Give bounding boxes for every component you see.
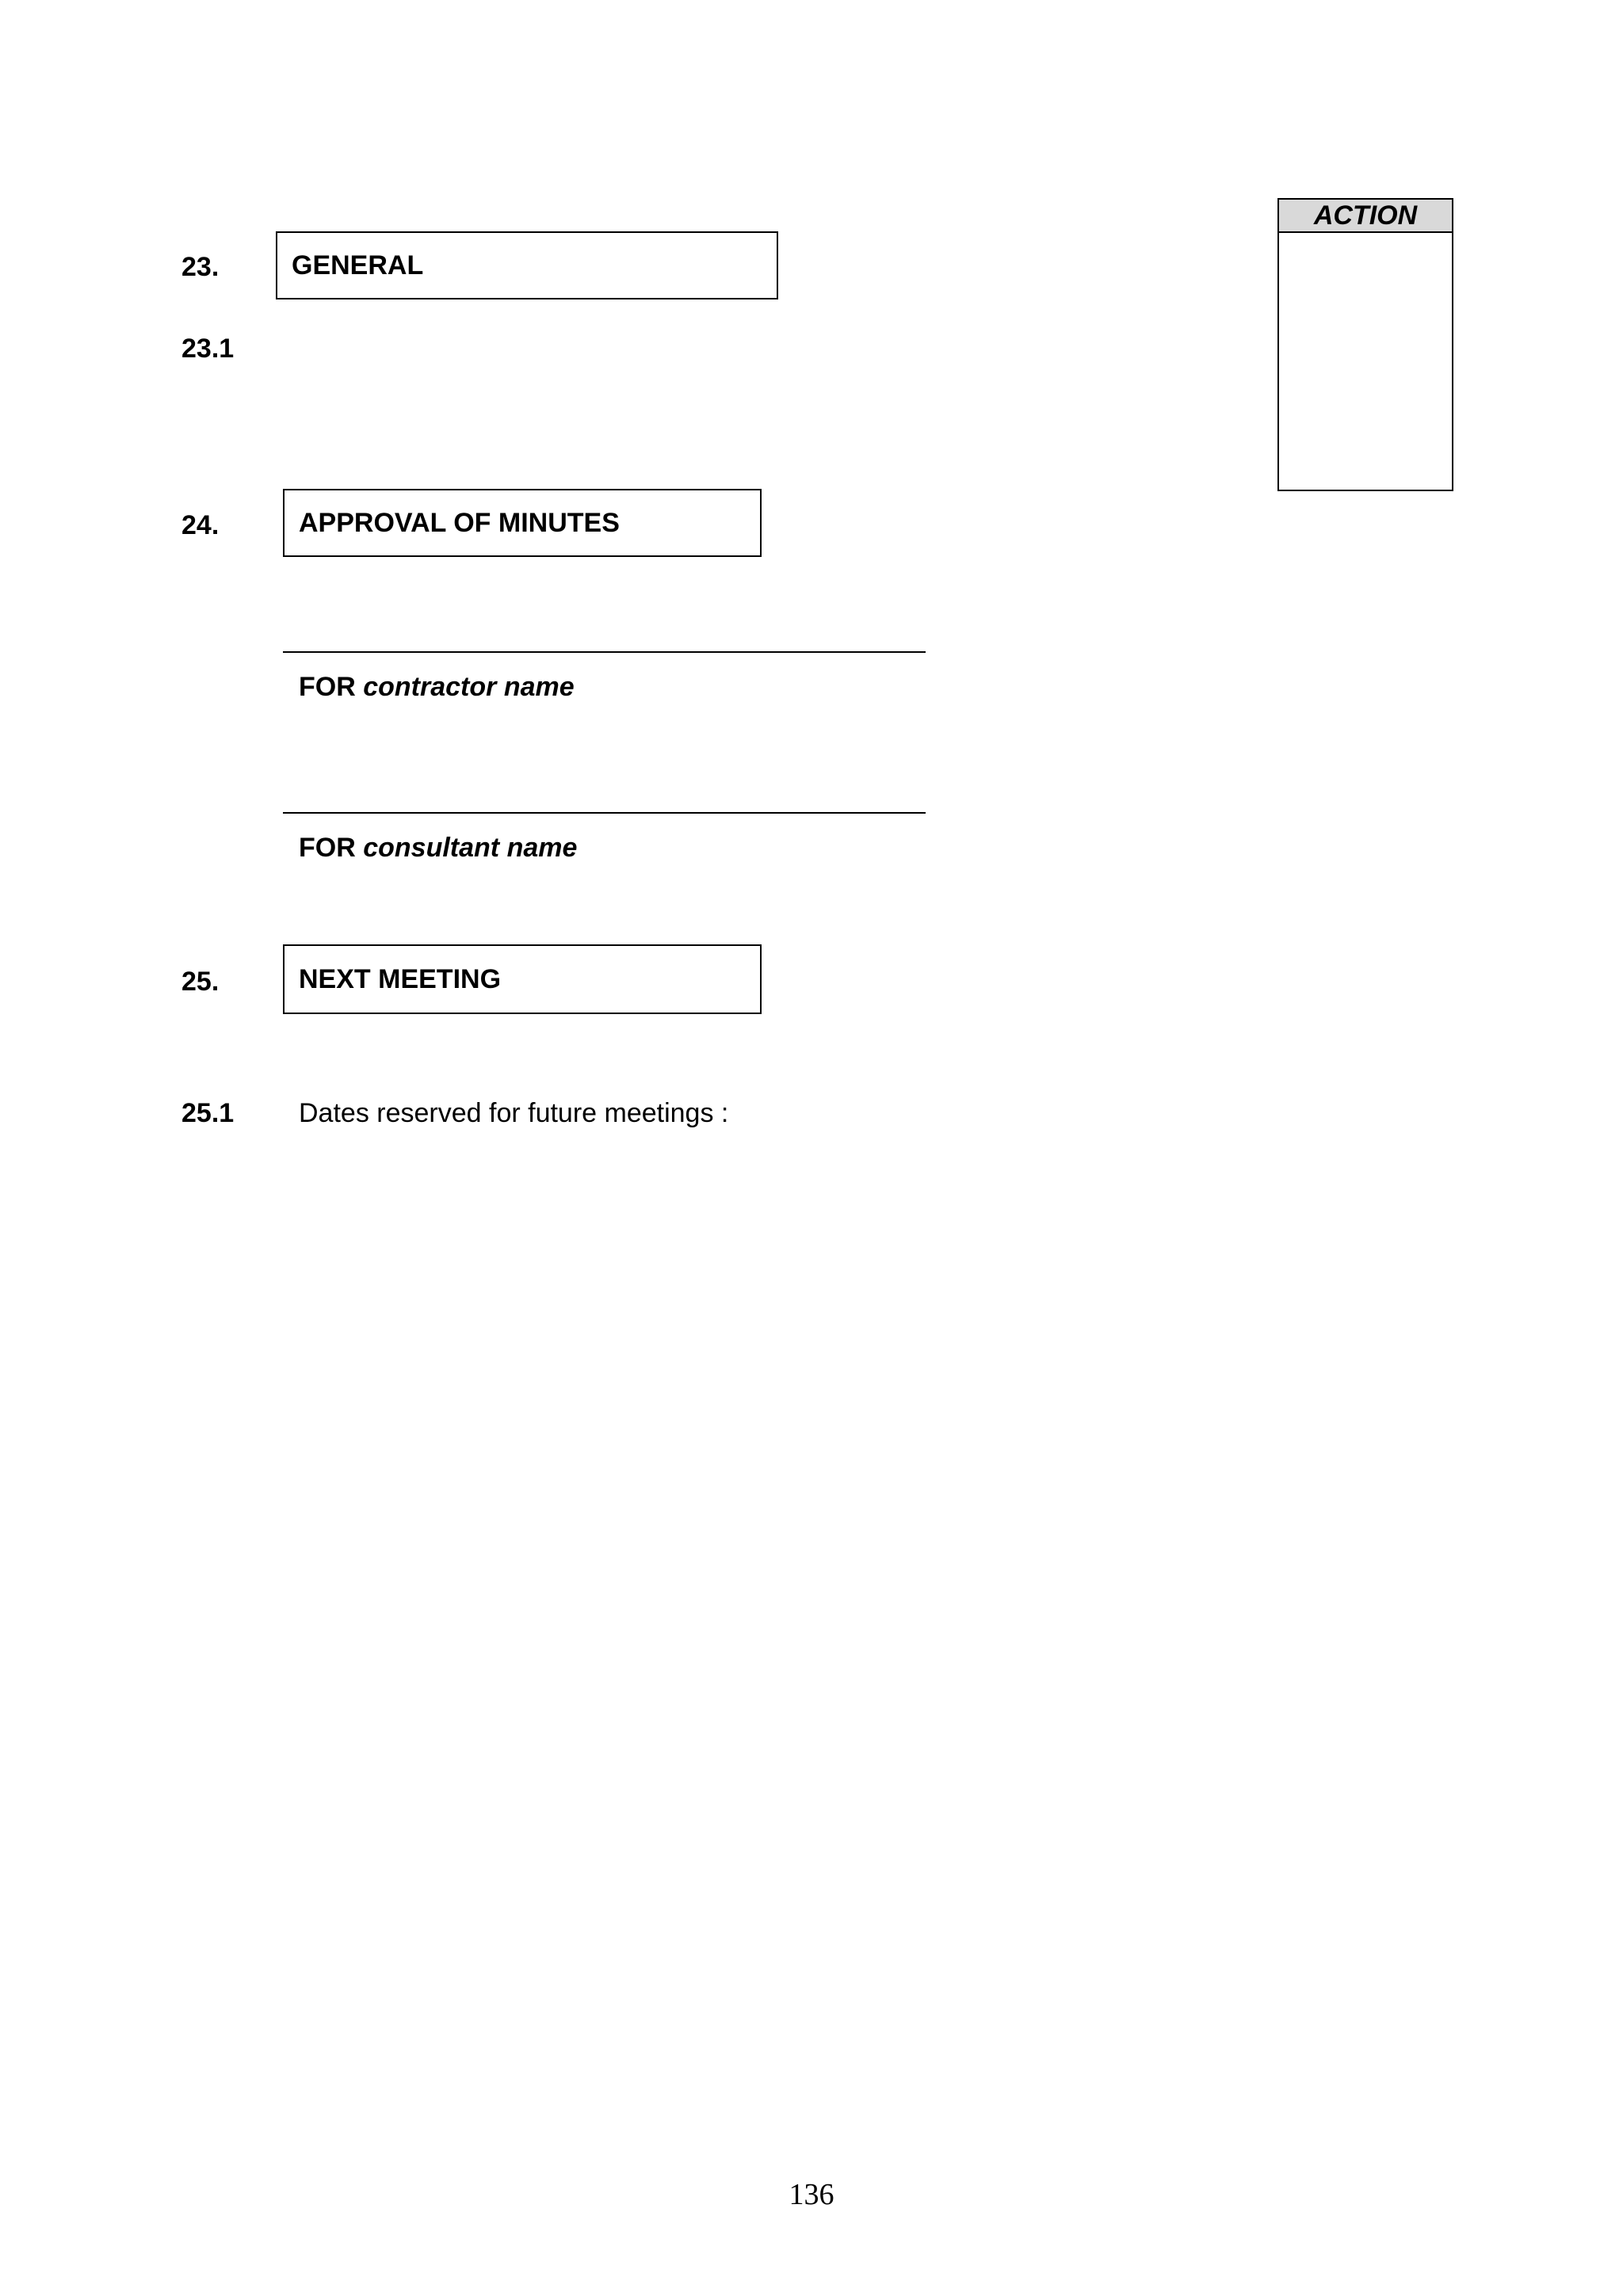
subsection-number-next-meeting: 25.1 [181, 1098, 235, 1128]
signature-label-consultant [299, 832, 577, 864]
action-column-box [1277, 198, 1453, 491]
section-number-next-meeting: 25. [181, 967, 220, 997]
section-number-approval: 24. [181, 510, 220, 540]
signature-line-contractor [283, 651, 926, 653]
section-heading-approval-text: APPROVAL OF MINUTES [299, 507, 620, 538]
subsection-number-general: 23.1 [181, 334, 235, 364]
action-column-header: ACTION [1279, 200, 1452, 233]
signature-party-name: contractor name [363, 672, 575, 702]
section-heading-next-meeting-text: NEXT MEETING [299, 963, 502, 994]
signature-label-contractor [299, 671, 575, 703]
section-number-general: 23. [181, 252, 220, 282]
signature-party-name: consultant name [363, 833, 578, 863]
signature-for-label: FOR [299, 672, 356, 702]
section-heading-general [276, 231, 778, 299]
signature-for-label: FOR [299, 833, 356, 863]
section-heading-next-meeting [283, 944, 762, 1014]
subsection-text-next-meeting: Dates reserved for future meetings : [299, 1098, 729, 1128]
page-number: 136 [789, 2178, 834, 2211]
section-heading-approval [283, 489, 762, 557]
section-heading-general-text: GENERAL [292, 250, 424, 280]
signature-line-consultant [283, 812, 926, 814]
